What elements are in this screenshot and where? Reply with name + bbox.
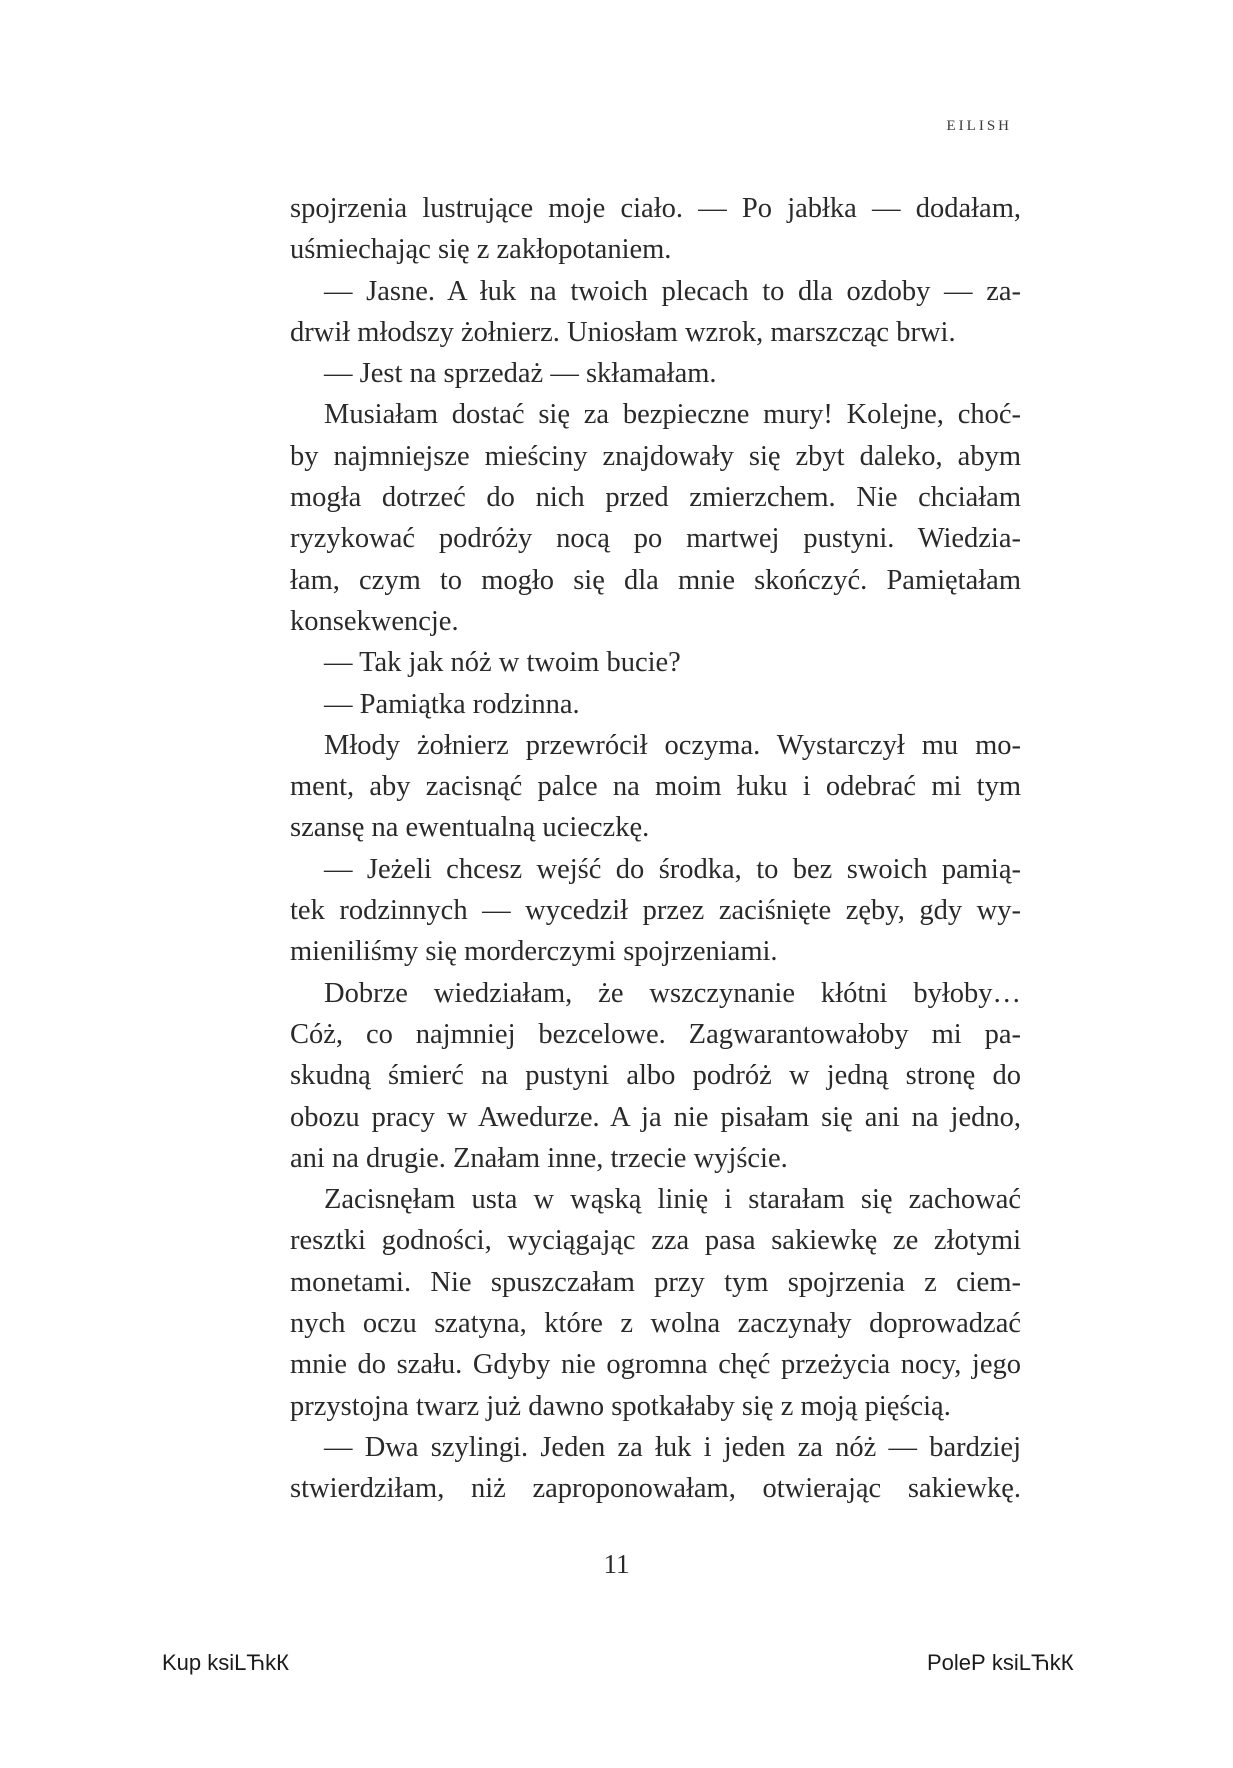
text-line: mieniliśmy się morderczymi spojrzeniami. — [290, 936, 778, 968]
text-line: przystojna twarz już dawno spotkałaby się z moją pięścią. — [290, 1390, 951, 1422]
text-line: Zacisnęłam usta w wąską linię i starałam się zachować — [324, 1184, 1021, 1216]
text-line: — Jest na sprzedaż — skłamałam. — [324, 358, 717, 390]
text-line: by najmniejsze mieściny znajdowały się zbyt daleko, abym — [290, 440, 1021, 472]
text-line: ment, aby zacisnąć palce na moim łuku i odebrać mi tym — [290, 771, 1021, 803]
text-line: — Jeżeli chcesz wejść do środka, to bez swoich pamią- — [324, 853, 1021, 885]
text-line: konsekwencje. — [290, 605, 459, 637]
text-line: — Jasne. A łuk na twoich plecach to dla ozdoby — za- — [324, 275, 1021, 307]
body-text — [290, 188, 1021, 1510]
text-line: — Dwa szylingi. Jeden za łuk i jeden za nóż — bardziej — [324, 1431, 1021, 1463]
text-line: — Tak jak nóż w twoim bucie? — [324, 647, 681, 679]
buy-book-link[interactable]: Kup ksiLЋkК — [162, 1650, 289, 1675]
text-line: Dobrze wiedziałam, że wszczynanie kłótni byłoby… — [324, 977, 1021, 1009]
text-line: Młody żołnierz przewrócił oczyma. Wystarczył mu mo- — [324, 729, 1021, 761]
text-line: Cóż, co najmniej bezcelowe. Zagwarantowałoby mi pa- — [290, 1018, 1021, 1050]
text-line: monetami. Nie spuszczałam przy tym spojrzenia z ciem- — [290, 1266, 1021, 1298]
text-line: Musiałam dostać się za bezpieczne mury! Kolejne, choć- — [324, 399, 1021, 431]
text-line: szansę na ewentualną ucieczkę. — [290, 812, 650, 844]
text-line: skudną śmierć na pustyni albo podróż w jedną stronę do — [290, 1060, 1021, 1092]
page-number: 11 — [603, 1549, 630, 1579]
text-line: mnie do szału. Gdyby nie ogromna chęć przeżycia nocy, jego — [290, 1349, 1021, 1381]
text-line: obozu pracy w Awedurze. A ja nie pisałam się ani na jedno, — [290, 1101, 1021, 1133]
text-line: mogła dotrzeć do nich przed zmierzchem. Nie chciałam — [290, 482, 1021, 514]
text-line: stwierdziłam, niż zaproponowałam, otwierając sakiewkę. — [290, 1473, 1021, 1505]
text-line: łam, czym to mogło się dla mnie skończyć. Pamiętałam — [290, 564, 1021, 596]
running-head: EILISH — [946, 118, 1012, 134]
text-line: nych oczu szatyna, które z wolna zaczynały doprowadzać — [290, 1308, 1021, 1340]
text-line: drwił młodszy żołnierz. Uniosłam wzrok, marszcząc brwi. — [290, 316, 956, 348]
recommend-book-link[interactable]: PoleР ksiLЋkК — [927, 1650, 1074, 1675]
text-line: spojrzenia lustrujące moje ciało. — Po jabłka — dodałam, — [290, 193, 1021, 224]
text-line: — Pamiątka rodzinna. — [324, 688, 580, 720]
text-line: uśmiechając się z zakłopotaniem. — [290, 234, 672, 266]
text-line: ryzykować podróży nocą po martwej pustyni. Wiedzia- — [290, 523, 1021, 555]
text-line: resztki godności, wyciągając zza pasa sakiewkę ze złotymi — [290, 1225, 1021, 1257]
text-line: ani na drugie. Znałam inne, trzecie wyjście. — [290, 1142, 788, 1174]
text-line: tek rodzinnych — wycedził przez zaciśnięte zęby, gdy wy- — [290, 895, 1021, 927]
